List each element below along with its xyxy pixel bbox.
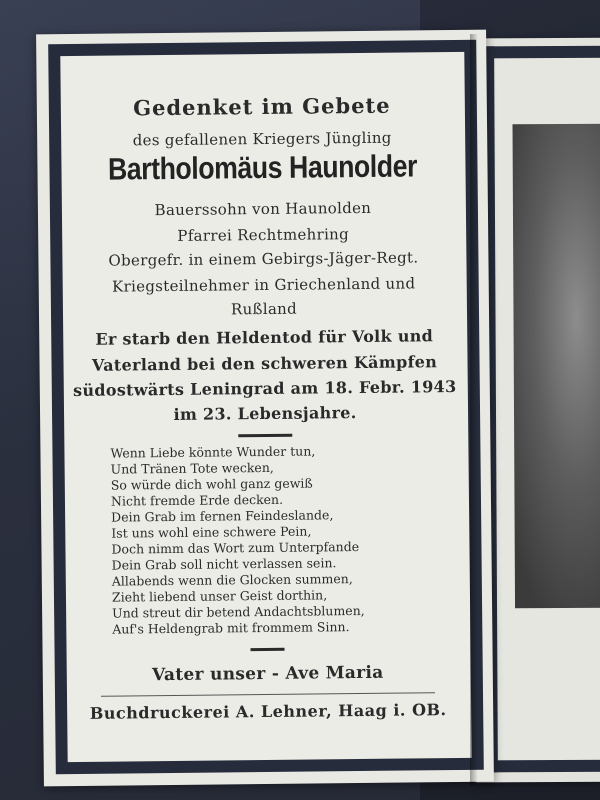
memorial-card <box>36 30 494 787</box>
poem-line: Und Tränen Tote wecken, <box>110 459 274 477</box>
death-line: im 23. Lebensjahre. <box>173 403 357 424</box>
divider-rule <box>238 434 292 438</box>
deceased-name: Bartholomäus Haunolder <box>107 148 418 187</box>
info-line: Kriegsteilnehmer in Griechenland und <box>112 274 416 296</box>
card-subheading: des gefallenen Kriegers Jüngling <box>132 128 392 150</box>
info-line: Bauerssohn von Haunolden <box>154 198 372 220</box>
portrait-photo <box>513 123 600 608</box>
footer-rule <box>101 692 435 696</box>
card-heading: Gedenket im Gebete <box>132 92 391 121</box>
death-line: Vaterland bei den schweren Kämpfen <box>91 352 438 375</box>
poem-line: So würde dich wohl ganz gewiß <box>110 475 313 493</box>
poem-line: Ist uns wohl eine schwere Pein, <box>111 523 312 541</box>
poem-line: Nicht fremde Erde decken. <box>110 491 284 509</box>
death-line: Er starb den Heldentod für Volk und <box>95 326 434 349</box>
fold-shadow <box>470 34 478 786</box>
poem-line: Zieht liebend unser Geist dorthin, <box>111 587 328 605</box>
poem-line: Auf's Heldengrab mit frommem Sinn. <box>112 619 350 637</box>
card-text <box>36 30 494 787</box>
printer-imprint: Buchdruckerei A. Lehner, Haag i. OB. <box>89 700 447 723</box>
poem-line: Doch nimm das Wort zum Unterpfande <box>111 539 360 557</box>
death-line: südostwärts Leningrad am 18. Febr. 1943 <box>72 376 457 401</box>
poem-line: Dein Grab soll nicht verlassen sein. <box>111 555 337 573</box>
poem-line: Allabends wenn die Glocken summen, <box>111 571 353 589</box>
poem <box>110 442 442 637</box>
prayer-line: Vater unser - Ave Maria <box>151 662 384 686</box>
info-line: Pfarrei Rechtmehring <box>177 225 350 245</box>
poem-line: Und streut dir betend Andachtsblumen, <box>112 602 365 621</box>
info-line: Rußland <box>230 299 298 319</box>
poem-line: Wenn Liebe könnte Wunder tun, <box>110 443 316 461</box>
info-line: Obergefr. in einem Gebirgs-Jäger-Regt. <box>108 248 419 270</box>
poem-line: Dein Grab im fernen Feindeslande, <box>111 507 334 525</box>
divider-rule <box>251 648 285 651</box>
